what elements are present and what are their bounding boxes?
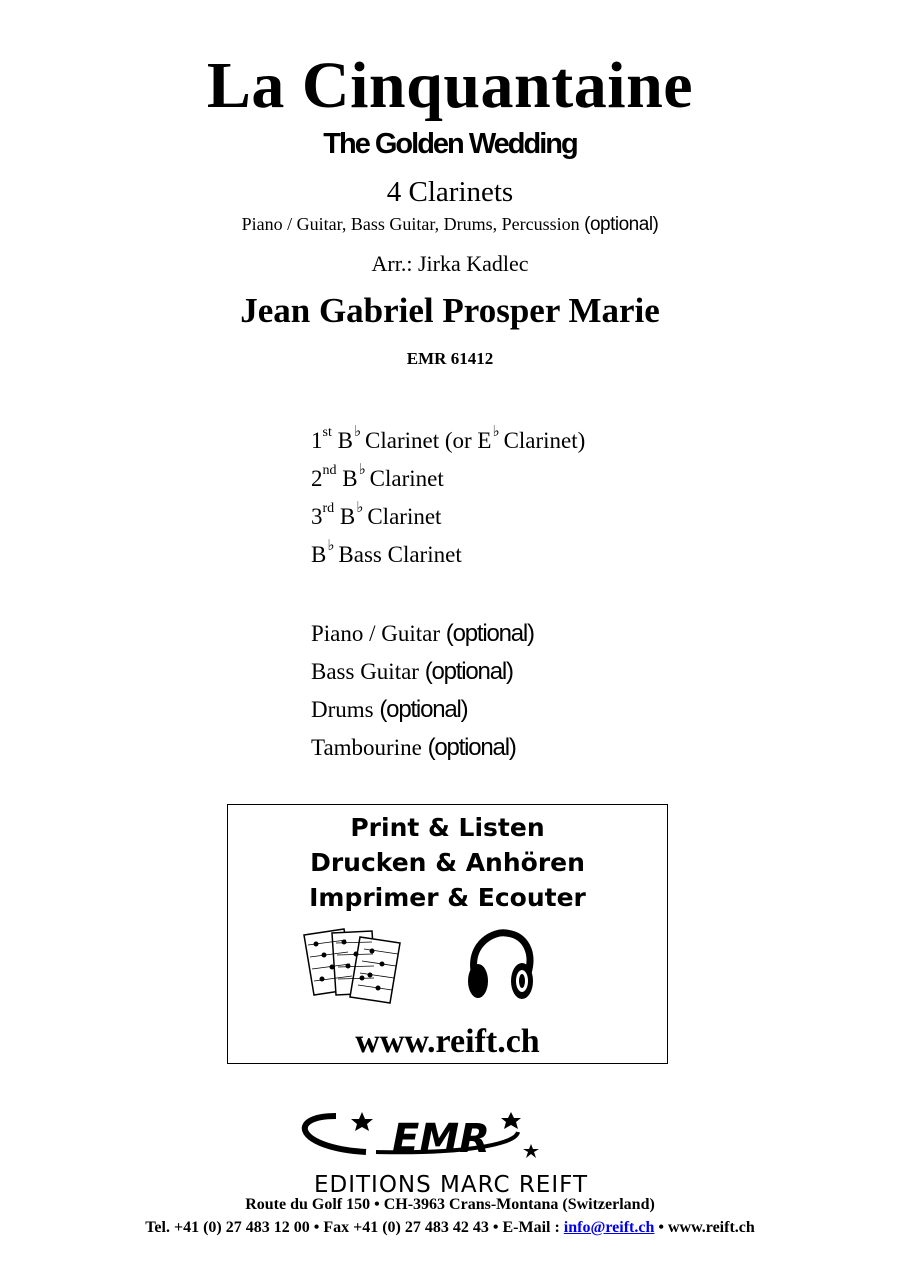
contact-website: • www.reift.ch xyxy=(654,1219,755,1236)
optional-note: (optional) xyxy=(445,620,534,647)
page-title: La Cinquantaine xyxy=(206,49,694,122)
optional-part-name: Piano / Guitar xyxy=(311,621,441,646)
part-bass-clarinet xyxy=(311,538,462,568)
flat-icon: ♭ xyxy=(358,462,366,478)
key-letter: B xyxy=(311,542,327,567)
page-subtitle: The Golden Wedding xyxy=(323,128,577,160)
promo-line-fr: Imprimer & Ecouter xyxy=(309,883,586,912)
catalog-code: EMR 61412 xyxy=(406,349,494,368)
optional-part-bass-guitar xyxy=(311,658,513,686)
publisher-contact xyxy=(0,1219,900,1237)
promo-line-en: Print & Listen xyxy=(350,813,545,842)
scoring: 4 Clarinets xyxy=(386,176,514,208)
optional-part-drums xyxy=(311,696,467,724)
part-label-end: Clarinet) xyxy=(503,428,586,453)
optional-note: (optional) xyxy=(424,658,513,685)
arranger: Arr.: Jirka Kadlec xyxy=(371,251,529,276)
part-number: 3 xyxy=(311,504,323,529)
optional-part-piano-guitar xyxy=(311,620,534,648)
flat-icon: ♭ xyxy=(356,500,364,516)
flat-icon: ♭ xyxy=(353,424,362,440)
print-listen-box xyxy=(227,804,668,1064)
optional-note: (optional) xyxy=(584,214,659,235)
optional-part-name: Drums xyxy=(311,697,374,722)
promo-url[interactable]: www.reift.ch xyxy=(355,1023,540,1060)
flat-icon: ♭ xyxy=(492,424,500,440)
optional-note: (optional) xyxy=(427,734,516,761)
part-3rd-clarinet xyxy=(311,500,442,530)
optional-note: (optional) xyxy=(379,696,468,723)
composer: Jean Gabriel Prosper Marie xyxy=(240,291,660,330)
promo-line-de: Drucken & Anhören xyxy=(310,848,585,877)
part-ordinal: rd xyxy=(322,501,335,516)
optional-part-name: Bass Guitar xyxy=(311,659,419,684)
sheet-music-icon xyxy=(302,927,412,1007)
part-ordinal: nd xyxy=(322,463,337,478)
optional-part-tambourine xyxy=(311,734,516,762)
part-label: Clarinet xyxy=(367,504,442,529)
publisher-name: EDITIONS MARC REIFT xyxy=(313,1172,589,1198)
publisher-logo xyxy=(256,1108,646,1198)
publisher-address: Route du Golf 150 • CH-3963 Crans-Montana (Switzerland) xyxy=(245,1196,655,1213)
flat-icon: ♭ xyxy=(327,538,335,554)
part-ordinal: st xyxy=(322,425,332,440)
headphones-icon xyxy=(464,929,536,1005)
part-1st-clarinet xyxy=(311,424,586,454)
part-number: 1 xyxy=(311,428,323,453)
contact-phone-fax: Tel. +41 (0) 27 483 12 00 • Fax +41 (0) 27 483 42 43 • E-Mail : xyxy=(145,1219,564,1236)
email-link[interactable]: info@reift.ch xyxy=(563,1219,655,1236)
key-letter: B xyxy=(337,428,353,453)
logo-emr-text: EMR xyxy=(392,1116,490,1162)
part-label: Clarinet xyxy=(369,466,444,491)
optional-part-name: Tambourine xyxy=(311,735,422,760)
part-2nd-clarinet xyxy=(311,462,444,492)
key-letter: B xyxy=(342,466,358,491)
instrumentation-text: Piano / Guitar, Bass Guitar, Drums, Percussion xyxy=(241,214,580,234)
part-number: 2 xyxy=(311,466,323,491)
key-letter: B xyxy=(339,504,356,529)
part-label: Clarinet (or E xyxy=(365,428,492,453)
instrumentation xyxy=(0,214,900,236)
part-label: Bass Clarinet xyxy=(338,542,462,567)
